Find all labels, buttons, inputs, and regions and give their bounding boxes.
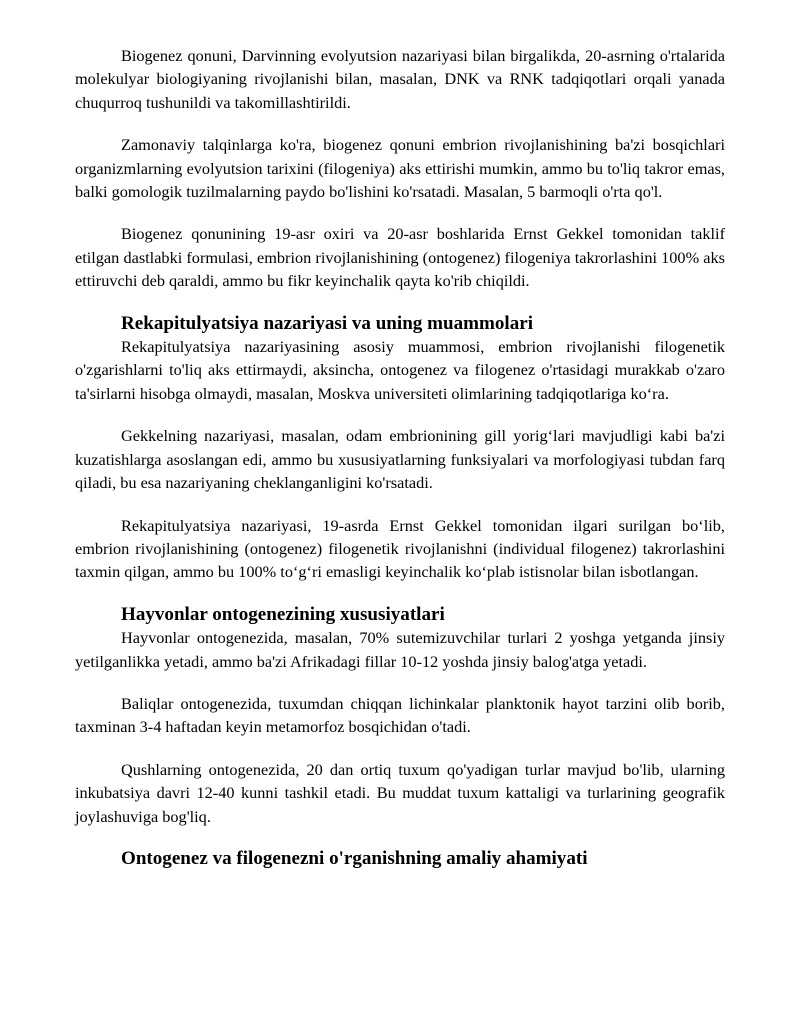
paragraph-recapitulation-problem: Rekapitulyatsiya nazariyasining asosiy muammosi, embrion rivojlanishi filogenetik o'zgarishlarni to'liq aks ettirmaydi, aksincha, ontogenez va filogenez o'rtasidagi murakkab o'zaro ta'sirlarni hisobga olmaydi, masalan, Moskva universiteti olimlarining tadqiqotlariga ko‘ra. xyxy=(75,337,725,403)
section-heading-practical-importance: Ontogenez va filogenezni o'rganishning amaliy ahamiyati xyxy=(121,847,588,869)
section-heading-recapitulation: Rekapitulyatsiya nazariyasi va uning muammolari xyxy=(121,312,533,334)
paragraph-gekkel-formulation: Biogenez qonunining 19-asr oxiri va 20-asr boshlarida Ernst Gekkel tomonidan taklif etilgan dastlabki formulasi, embrion rivojlanishining (ontogenez) filogeniya takrorlashini 100% aks ettiruvchi deb qaraldi, ammo bu fikr keyinchalik qayta ko'rib chiqildi. xyxy=(75,224,725,291)
paragraph-modern-interpretation: Zamonaviy talqinlarga ko'ra, biogenez qonuni embrion rivojlanishining ba'zi bosqichlari organizmlarning evolyutsion tarixini (filogeniya) aks ettirishi mumkin, ammo bu to'liq takror emas, balki gomologik tuzilmalarning paydo bo'lishini ko'rsatadi. Masalan, 5 barmoqli o'rta qo'l. xyxy=(75,135,725,202)
paragraph-recapitulation-theory: Rekapitulyatsiya nazariyasi, 19-asrda Ernst Gekkel tomonidan ilgari surilgan bo‘lib, embrion rivojlanishining (ontogenez) filogenetik rivojlanishni (individual filogenez) takrorlashini taxmin qilgan, ammo bu 100% to‘g‘ri emasligi keyinchalik ko‘plab istisnolar bilan isbotlangan. xyxy=(75,515,725,582)
paragraph-birds: Qushlarning ontogenezida, 20 dan ortiq tuxum qo'yadigan turlar mavjud bo'lib, ularning inkubatsiya davri 12-40 kunni tashkil etadi. Bu muddat tuxum kattaligi va turlarining geografik joylashuviga bog'liq. xyxy=(75,759,725,826)
document-page xyxy=(75,44,725,870)
paragraph-mammals: Hayvonlar ontogenezida, masalan, 70% sutemizuvchilar turlari 2 yoshga yetganda jinsiy yetilganlikka yetadi, ammo ba'zi Afrikadagi fillar 10-12 yoshda jinsiy balog'atga yetadi. xyxy=(75,628,725,671)
paragraph-biogenez-molecular: Biogenez qonuni, Darvinning evolyutsion nazariyasi bilan birgalikda, 20-asrning o'rtalarida molekulyar biologiyaning rivojlanishi bilan, masalan, DNK va RNK tadqiqotlari orqali yanada chuqurroq tushunildi va takomillashtirildi. xyxy=(75,46,725,112)
paragraph-fish: Baliqlar ontogenezida, tuxumdan chiqqan lichinkalar planktonik hayot tarzini olib borib, taxminan 3-4 haftadan keyin metamorfoz bosqichidan o'tadi. xyxy=(75,693,725,737)
paragraph-gekkel-theory: Gekkelning nazariyasi, masalan, odam embrionining gill yorig‘lari mavjudligi kabi ba'zi kuzatishlarga asoslangan edi, ammo bu xususiyatlarning funksiyalari va morfologiyasi tubdan farq qiladi, bu esa nazariyaning cheklanganligini ko'rsatadi. xyxy=(75,426,725,493)
section-heading-animal-ontogenesis: Hayvonlar ontogenezining xususiyatlari xyxy=(121,603,445,625)
